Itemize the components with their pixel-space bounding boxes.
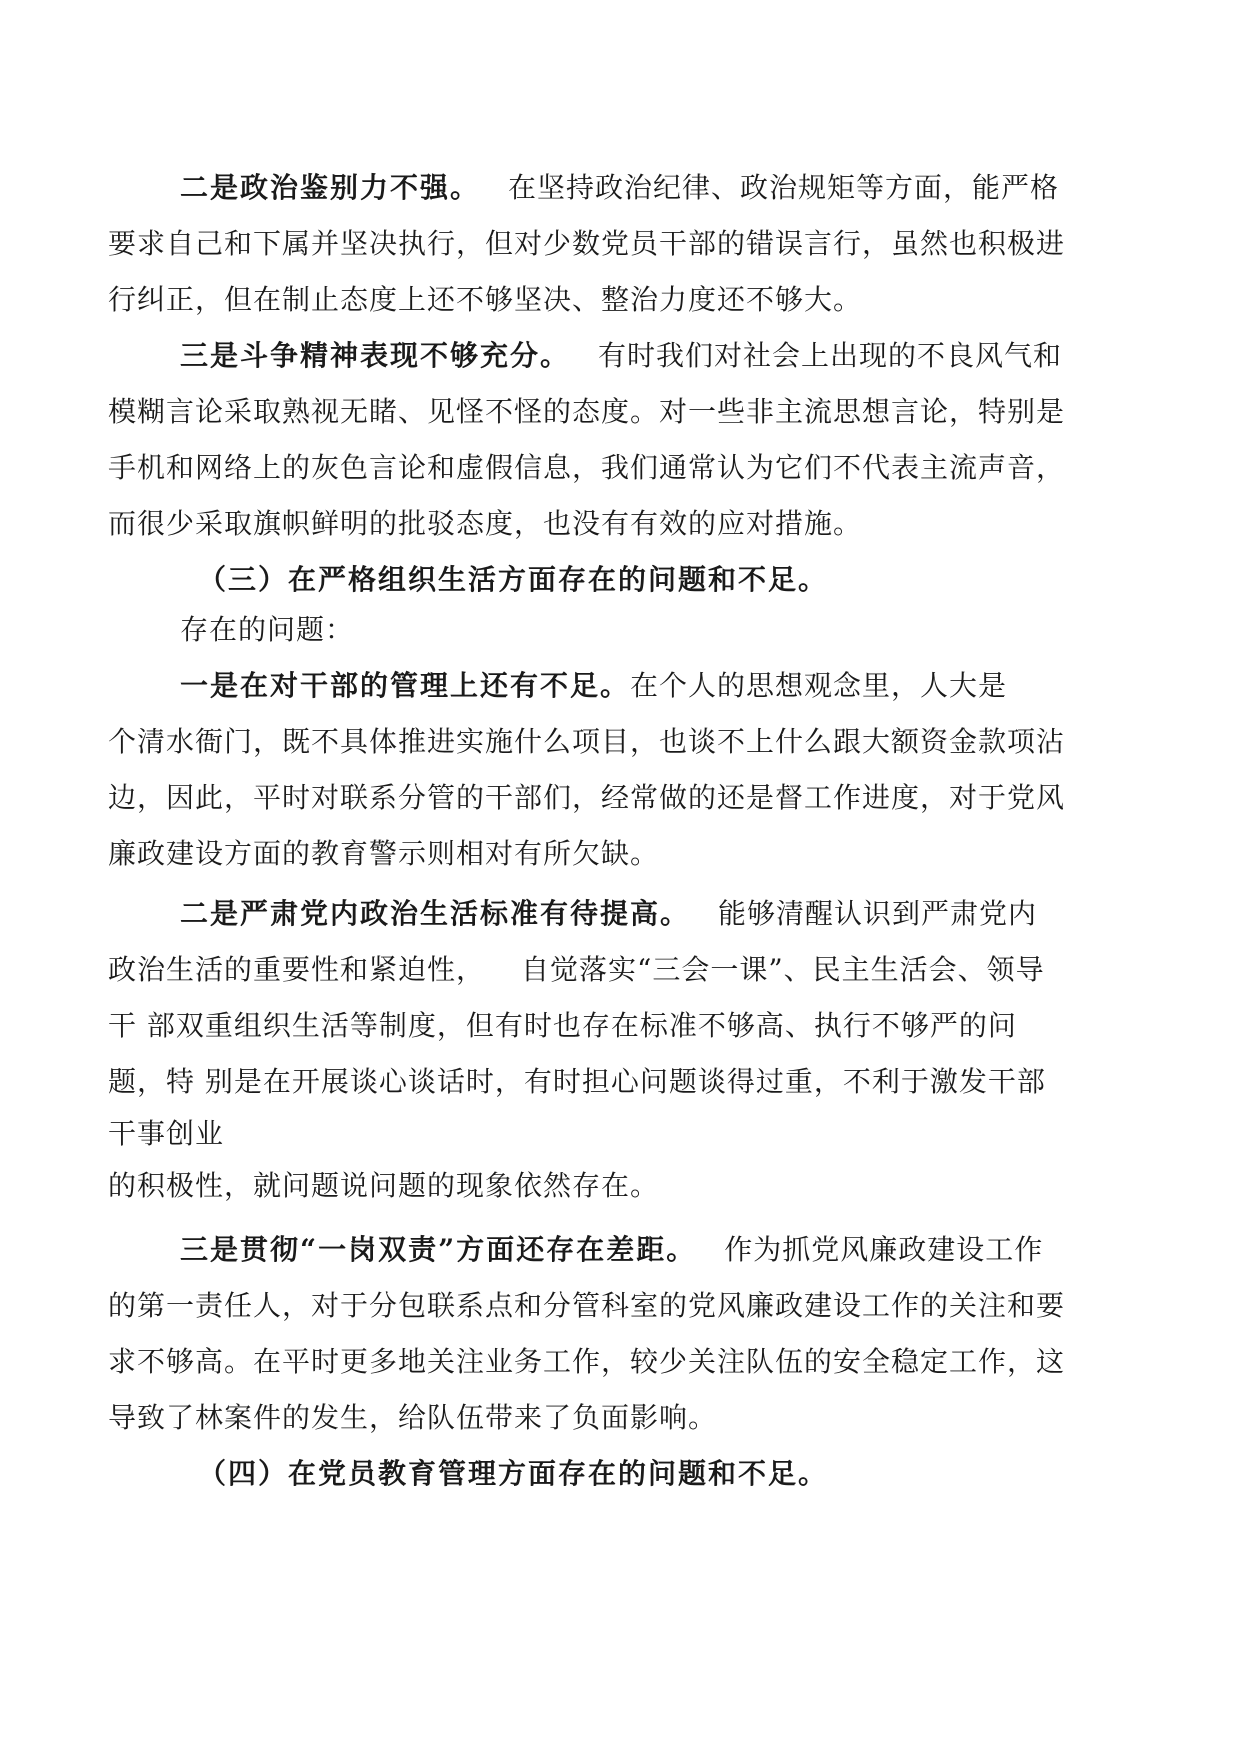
paragraph-3-lead: 一是在对干部的管理上还有不足。 (180, 669, 631, 702)
paragraph-4-line-2-part-b: 自觉落实“三会一课”、民主生活会、领导 (521, 953, 1045, 986)
paragraph-2-line-3: 手机和网络上的灰色言论和虚假信息，我们通常认为它们不代表主流声音， (108, 451, 1066, 484)
section-heading-3: （三）在严格组织生活方面存在的问题和不足。 (198, 563, 829, 596)
paragraph-4-line-2 (108, 952, 1045, 988)
paragraph-4-line-6: 的积极性，就问题说问题的现象依然存在。 (108, 1169, 660, 1202)
paragraph-5-line-4: 导致了林案件的发生，给队伍带来了负面影响。 (108, 1401, 718, 1434)
paragraph-2-line-4: 而很少采取旗帜鲜明的批驳态度，也没有有效的应对措施。 (108, 507, 863, 540)
paragraph-3-line-4: 廉政建设方面的教育警示则相对有所欠缺。 (108, 837, 660, 870)
paragraph-4-line-4: 题，特 别是在开展谈心谈话时，有时担心问题谈得过重，不利于激发干部 (108, 1065, 1046, 1098)
paragraph-5-line-3: 求不够高。在平时更多地关注业务工作，较少关注队伍的安全稳定工作，这 (108, 1345, 1066, 1378)
paragraph-3-line-1 (180, 668, 1007, 704)
paragraph-2-line-2: 模糊言论采取熟视无睹、见怪不怪的态度。对一些非主流思想言论，特别是 (108, 395, 1066, 428)
paragraph-1-text: 在坚持政治纪律、政治规矩等方面，能严格 (508, 171, 1060, 204)
paragraph-5-line-1 (180, 1232, 1043, 1268)
issues-label: 存在的问题： (180, 613, 355, 646)
section-heading-4: （四）在党员教育管理方面存在的问题和不足。 (198, 1457, 829, 1490)
paragraph-2-text: 有时我们对社会上出现的不良风气和 (598, 339, 1063, 372)
paragraph-5-lead: 三是贯彻“一岗双责”方面还存在差距。 (180, 1233, 697, 1266)
paragraph-1-line-3: 行纠正，但在制止态度上还不够坚决、整治力度还不够大。 (108, 283, 863, 316)
paragraph-2-lead: 三是斗争精神表现不够充分。 (180, 339, 571, 372)
paragraph-5-line-2: 的第一责任人，对于分包联系点和分管科室的党风廉政建设工作的关注和要 (108, 1289, 1066, 1322)
paragraph-4-line-3: 干 部双重组织生活等制度，但有时也存在标准不够高、执行不够严的问 (108, 1009, 1017, 1042)
paragraph-4-text: 能够清醒认识到严肃党内 (718, 897, 1038, 930)
paragraph-4-lead: 二是严肃党内政治生活标准有待提高。 (180, 897, 691, 930)
paragraph-5-text: 作为抓党风廉政建设工作 (724, 1233, 1044, 1266)
paragraph-1-line-2: 要求自己和下属并坚决执行，但对少数党员干部的错误言行，虽然也积极进 (108, 227, 1066, 260)
paragraph-1-lead: 二是政治鉴别力不强。 (180, 171, 481, 204)
paragraph-4-line-2-part-a: 政治生活的重要性和紧迫性， (108, 953, 486, 986)
paragraph-3-text: 在个人的思想观念里，人大是 (630, 669, 1008, 702)
paragraph-4-line-1 (180, 896, 1037, 932)
paragraph-1-line-1 (180, 170, 1059, 206)
paragraph-3-line-2: 个清水衙门，既不具体推进实施什么项目，也谈不上什么跟大额资金款项沾 (108, 725, 1066, 758)
paragraph-4-line-5: 干事创业 (108, 1117, 225, 1150)
paragraph-2-line-1 (180, 338, 1062, 374)
paragraph-3-line-3: 边，因此，平时对联系分管的干部们，经常做的还是督工作进度，对于党风 (108, 781, 1066, 814)
